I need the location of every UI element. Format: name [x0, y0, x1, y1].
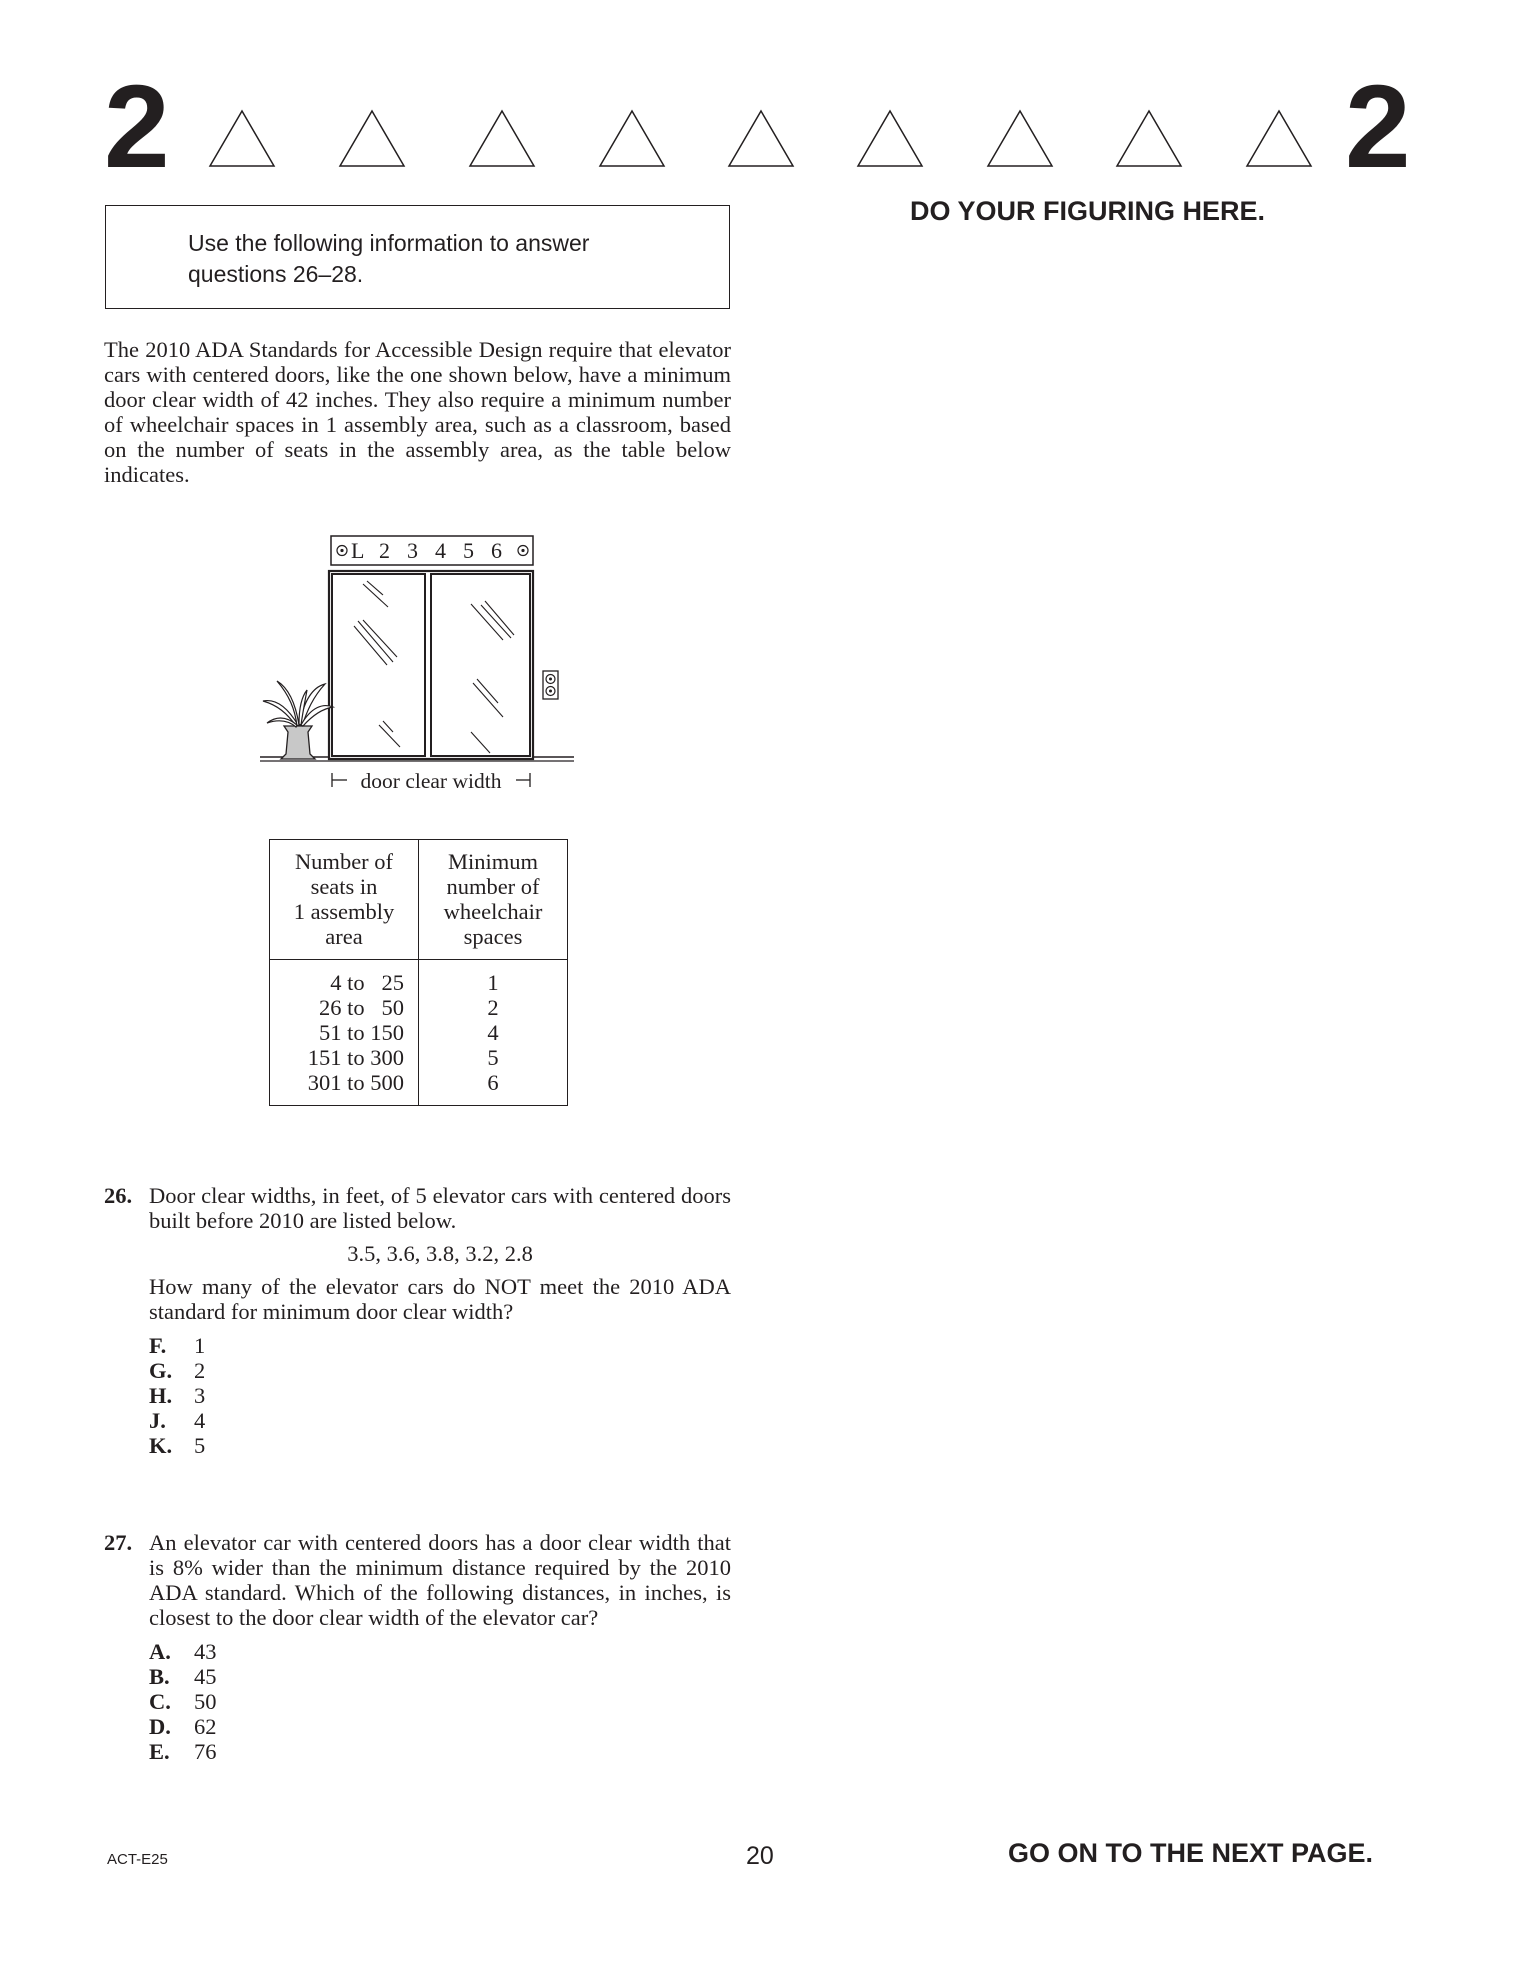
question-27	[104, 1530, 731, 1764]
answer-option-f[interactable]: F. 1	[149, 1333, 206, 1358]
answer-options	[149, 1333, 731, 1458]
answer-option-j[interactable]: J. 4	[149, 1408, 206, 1433]
potted-plant-icon	[263, 681, 333, 759]
table-cell: 51 to 150	[318, 1020, 404, 1045]
question-data: 3.5, 3.6, 3.8, 3.2, 2.8	[347, 1241, 533, 1266]
table-cell: 4	[487, 1020, 499, 1045]
table-cell: 1	[487, 970, 499, 995]
answer-option-g[interactable]: G. 2	[149, 1358, 206, 1383]
table-cell: 5	[487, 1045, 499, 1070]
triangle-icon	[727, 108, 795, 168]
question-stem: An elevator car with centered doors has a door clear width that is 8% wider than the minimum distance required by the 2010 ADA standard. Which of the following distances, in inches, is closest to the door clear width of the elevator car?	[149, 1530, 731, 1630]
answer-option-b[interactable]: B. 45	[149, 1664, 217, 1689]
question-stem: Door clear widths, in feet, of 5 elevator cars with centered doors built before 2010 are listed below.	[149, 1183, 731, 1233]
table-cell: 301 to 500	[307, 1070, 404, 1095]
table-cell: 151 to 300	[307, 1045, 404, 1070]
next-page-note: GO ON TO THE NEXT PAGE.	[1008, 1838, 1374, 1868]
table-cell: 2	[487, 995, 499, 1020]
triangle-icon	[468, 108, 536, 168]
floor-label-2: 3	[407, 538, 418, 563]
answer-option-c[interactable]: C. 50	[149, 1689, 217, 1714]
page-number: 20	[746, 1842, 774, 1870]
triangle-icon	[1115, 108, 1183, 168]
answer-option-d[interactable]: D. 62	[149, 1714, 217, 1739]
passage: The 2010 ADA Standards for Accessible Design require that elevator cars with centered doors, like the one shown below, have a minimum door clear width of 42 inches. They also require a minimum number of wheelchair spaces in 1 assembly area, such as a classroom, based on the number of seats in the assembly area, as the table below indicates.	[104, 337, 731, 487]
info-box-line-1: Use the following information to answer	[188, 230, 590, 256]
info-box	[105, 205, 730, 309]
floor-label-3: 4	[435, 538, 446, 563]
section-number-left: 2	[104, 61, 168, 193]
floor-label-5: 6	[491, 538, 502, 563]
table-cell: 26 to 50	[318, 995, 404, 1020]
triangle-icon	[338, 108, 406, 168]
triangle-icon	[598, 108, 666, 168]
triangle-icon	[986, 108, 1054, 168]
table-header-seats: Number of seats in 1 assembly area	[270, 840, 419, 960]
section-number-right: 2	[1345, 61, 1409, 193]
table-header-spaces: Minimum number of wheelchair spaces	[419, 840, 568, 960]
table-cell: 4 to 25	[330, 970, 404, 995]
triangle-icon	[1245, 108, 1313, 168]
answer-option-h[interactable]: H. 3	[149, 1383, 206, 1408]
table-cell: 6	[487, 1070, 499, 1095]
table-seat-ranges	[270, 960, 419, 1106]
elevator-figure	[255, 535, 585, 810]
question-number: 26.	[104, 1183, 133, 1208]
answer-option-e[interactable]: E. 76	[149, 1739, 217, 1764]
question-26	[104, 1183, 731, 1458]
triangle-icon	[856, 108, 924, 168]
answer-options	[149, 1639, 731, 1764]
footer-form-code: ACT-E25	[107, 1851, 168, 1868]
answer-option-k[interactable]: K. 5	[149, 1433, 206, 1458]
floor-label-4: 5	[463, 538, 474, 563]
table-space-values	[419, 960, 568, 1106]
triangle-icon	[208, 108, 276, 168]
call-button-panel	[543, 671, 558, 699]
floor-label-0: L	[351, 538, 365, 563]
info-box-line-2: questions 26–28.	[188, 261, 364, 287]
question-prompt: How many of the elevator cars do NOT meet the 2010 ADA standard for minimum door clear width?	[149, 1274, 731, 1324]
floor-label-1: 2	[379, 538, 390, 563]
wheelchair-table	[269, 839, 568, 1106]
question-number: 27.	[104, 1530, 133, 1555]
dimension-label: door clear width	[360, 769, 502, 793]
answer-option-a[interactable]: A. 43	[149, 1639, 217, 1664]
figuring-note: DO YOUR FIGURING HERE.	[910, 196, 1266, 226]
